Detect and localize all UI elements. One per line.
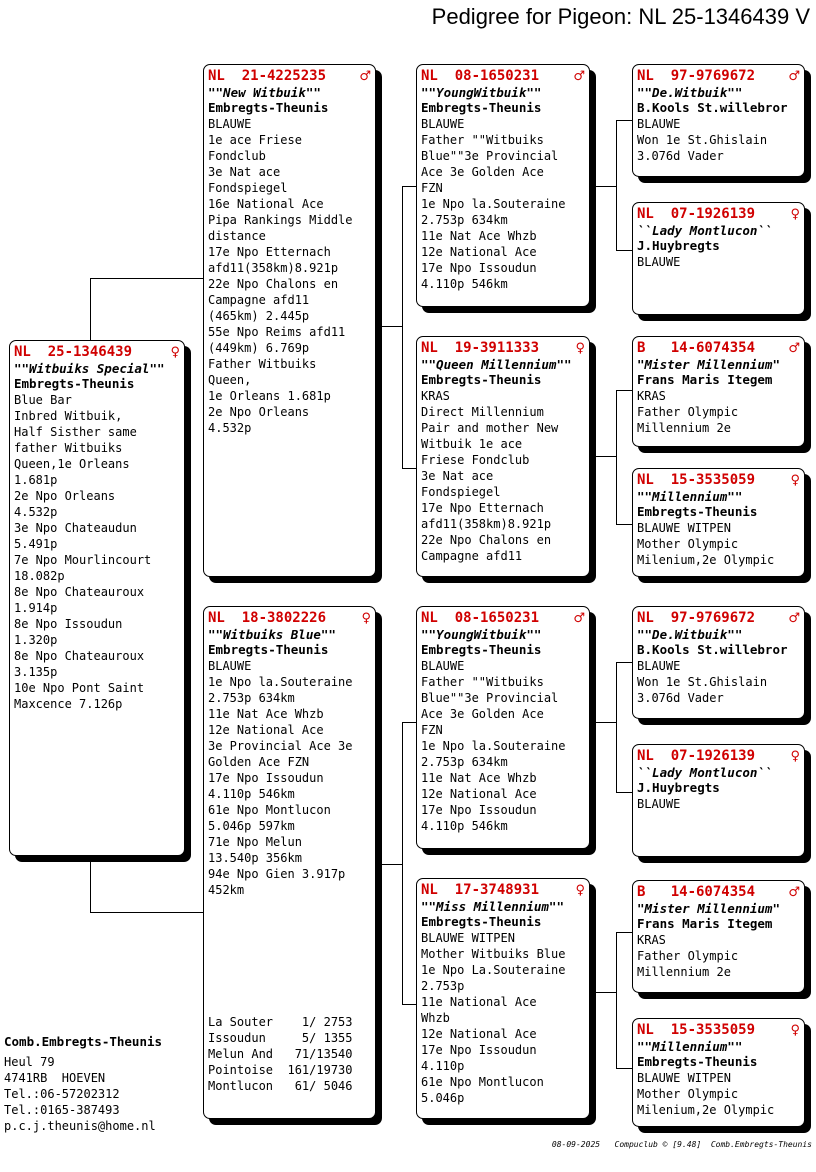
connector-line [596, 722, 616, 723]
male-icon: ♂ [788, 69, 800, 84]
result-row: La Souter 1/ 2753 [208, 1015, 353, 1029]
pigeon-name: ``Lady Montlucon`` [637, 223, 773, 238]
pigeon-info-line: 2.753p [421, 979, 465, 993]
pigeon-info-line: BLAUWE [637, 117, 681, 131]
pigeon-info-line: 1e Orleans 1.681p [208, 389, 331, 403]
pigeon-info-line: 12e National Ace [421, 1027, 537, 1041]
ring-number: NL 97-9769672 [637, 68, 756, 84]
connector-line [90, 278, 203, 279]
pigeon-info-line: Fondspiegel [421, 485, 501, 499]
breeder-name: J.Huybregts [637, 780, 720, 795]
pigeon-info-line: Direct Millennium [421, 405, 544, 419]
card-header [637, 206, 800, 223]
ring-number: B 14-6074354 [637, 884, 756, 900]
breeder-name: B.Kools St.willebror [637, 100, 788, 115]
pigeon-info-line: 4.110p [421, 1059, 465, 1073]
result-row: Melun And 71/13540 [208, 1047, 353, 1061]
pigeon-info-line: 3e Nat ace [208, 165, 281, 179]
breeder-name: Embregts-Theunis [208, 642, 329, 657]
pigeon-info-line: 12e National Ace [208, 723, 324, 737]
pigeon-info-line: 1e Npo la.Souteraine [421, 197, 566, 211]
male-icon: ♂ [573, 69, 585, 84]
card-header [421, 610, 585, 627]
male-icon: ♂ [359, 69, 371, 84]
pigeon-info-line: 3.135p [14, 665, 58, 679]
pigeon-info-line: 3e Npo Chateaudun [14, 521, 137, 535]
pigeon-info-line: 18.082p [14, 569, 65, 583]
pigeon-info-line: (465km) 2.445p [208, 309, 310, 323]
pigeon-info-line: 7e Npo Mourlincourt [14, 553, 152, 567]
card-header [637, 884, 800, 901]
breeder-name: Embregts-Theunis [421, 372, 542, 387]
ring-number: NL 07-1926139 [637, 206, 756, 222]
pigeon-info-line: afd11(358km)8.921p [421, 517, 552, 531]
pigeon-info-line: 2.753p 634km [421, 213, 508, 227]
pigeon-info-line: FZN [421, 181, 443, 195]
pigeon-info-line: Mother Olympic [637, 1087, 739, 1101]
breeder-name: Frans Maris Itegem [637, 372, 773, 387]
pigeon-info-line: father Witbuiks [14, 441, 123, 455]
pigeon-info-line: 4.532p [208, 421, 252, 435]
connector-line [616, 662, 617, 792]
pigeon-info-line: 2e Npo Orleans [14, 489, 116, 503]
card-header [421, 882, 585, 899]
breeder-name: Frans Maris Itegem [637, 916, 773, 931]
pigeon-name: ""Witbuiks Special"" [14, 361, 165, 376]
pigeon-info-line: 17e Npo Issoudun [421, 1043, 537, 1057]
pigeon-info-line: 5.046p 597km [208, 819, 295, 833]
pigeon-info-line: Campagne afd11 [421, 549, 523, 563]
pigeon-name: ``Lady Montlucon`` [637, 765, 773, 780]
ring-number: NL 18-3802226 [208, 610, 327, 626]
connector-line [90, 278, 91, 340]
connector-line [616, 390, 632, 391]
pigeon-info-line: Half Sisther same [14, 425, 137, 439]
pigeon-info-line: Fondclub [208, 149, 266, 163]
pigeon-info-line: 1e ace Friese [208, 133, 302, 147]
connector-line [382, 864, 402, 865]
pigeon-name: ""New Witbuik"" [208, 85, 321, 100]
pigeon-info-line: Millennium 2e [637, 965, 731, 979]
male-icon: ♂ [788, 341, 800, 356]
pigeon-info-line: Father Witbuiks [208, 357, 317, 371]
pigeon-info-line: Blue""3e Provincial [421, 691, 559, 705]
pigeon-info-line: 8e Npo Chateauroux [14, 585, 145, 599]
connector-line [382, 326, 402, 327]
breeder-name: Embregts-Theunis [421, 914, 542, 929]
pigeon-info-line: FZN [421, 723, 443, 737]
connector-line [616, 524, 632, 525]
pigeon-info-line: Father Olympic [637, 949, 739, 963]
card-header [637, 610, 800, 627]
pigeon-name: ""De.Witbuik"" [637, 627, 743, 642]
owner-line: Heul 79 [4, 1055, 55, 1069]
pigeon-info-line: 3e Nat ace [421, 469, 494, 483]
owner-address [4, 1054, 204, 1134]
connector-line [616, 662, 632, 663]
pigeon-info-line: 8e Npo Chateauroux [14, 649, 145, 663]
pigeon-info-line: 452km [208, 883, 245, 897]
result-row: Montlucon 61/ 5046 [208, 1079, 353, 1093]
card-header [208, 610, 371, 627]
connector-line [402, 186, 416, 187]
owner-line: Tel.:06-57202312 [4, 1087, 120, 1101]
connector-line [616, 792, 632, 793]
card-header [637, 1022, 800, 1039]
pigeon-info-line: 17e Npo Etternach [208, 245, 331, 259]
breeder-name: Embregts-Theunis [421, 100, 542, 115]
pigeon-info-line: Campagne afd11 [208, 293, 310, 307]
pigeon-info-line: BLAUWE WITPEN [637, 1071, 731, 1085]
pigeon-info-line: Blue""3e Provincial [421, 149, 559, 163]
female-icon: ♀ [790, 473, 800, 488]
connector-line [402, 1004, 416, 1005]
owner-line: 4741RB HOEVEN [4, 1071, 106, 1085]
pigeon-card-father-father-father[interactable] [632, 64, 805, 177]
pigeon-info-line: BLAUWE [421, 659, 465, 673]
pigeon-info-line: 4.110p 546km [421, 819, 508, 833]
pigeon-card-mother-father-mother[interactable] [632, 744, 805, 857]
pigeon-info-line: 94e Npo Gien 3.917p [208, 867, 346, 881]
pigeon-card-father-mother-father[interactable] [632, 336, 805, 447]
pigeon-card-subject[interactable] [9, 340, 185, 856]
pigeon-info-line: 1.320p [14, 633, 58, 647]
pigeon-name: ""Witbuiks Blue"" [208, 627, 336, 642]
connector-line [616, 932, 617, 1068]
pigeon-info-line: Mother Olympic [637, 537, 739, 551]
connector-line [616, 390, 617, 524]
pigeon-info-line: BLAUWE [208, 659, 252, 673]
breeder-name: Embregts-Theunis [421, 642, 542, 657]
pigeon-card-father-mother[interactable] [416, 336, 590, 577]
pigeon-info-line: KRAS [637, 933, 666, 947]
ring-number: NL 21-4225235 [208, 68, 327, 84]
card-header [14, 344, 180, 361]
male-icon: ♂ [788, 611, 800, 626]
ring-number: NL 15-3535059 [637, 1022, 756, 1038]
pigeon-info-line: 17e Npo Issoudun [421, 803, 537, 817]
pigeon-info-line: 11e Nat Ace Whzb [421, 771, 537, 785]
female-icon: ♀ [575, 341, 585, 356]
pigeon-info-line: Milenium,2e Olympic [637, 1103, 775, 1117]
ring-number: NL 08-1650231 [421, 610, 540, 626]
pigeon-name: "Mister Millennium" [637, 901, 780, 916]
result-row: Issoudun 5/ 1355 [208, 1031, 353, 1045]
breeder-name: J.Huybregts [637, 238, 720, 253]
male-icon: ♂ [573, 611, 585, 626]
connector-line [596, 186, 616, 187]
pigeon-card-mother-father-father[interactable] [632, 606, 805, 719]
owner-line: Tel.:0165-387493 [4, 1103, 120, 1117]
pigeon-info-line: 22e Npo Chalons en [208, 277, 339, 291]
pigeon-info-line: 17e Npo Issoudun [421, 261, 537, 275]
pigeon-info-line: 1.681p [14, 473, 58, 487]
pigeon-card-mother[interactable] [203, 606, 376, 1119]
pigeon-info-line: Fondspiegel [208, 181, 288, 195]
ring-number: NL 25-1346439 [14, 344, 133, 360]
pigeon-info-line: 55e Npo Reims afd11 [208, 325, 346, 339]
connector-line [402, 722, 416, 723]
pigeon-info-line: BLAUWE [208, 117, 252, 131]
pigeon-info-line: 2.753p 634km [421, 755, 508, 769]
pigeon-info-line: 1e Npo la.Souteraine [421, 739, 566, 753]
pigeon-name: "Mister Millennium" [637, 357, 780, 372]
pigeon-card-mother-mother-mother[interactable] [632, 1018, 805, 1127]
connector-line [616, 250, 632, 251]
ring-number: NL 17-3748931 [421, 882, 540, 898]
pigeon-info-line: 3.076d Vader [637, 691, 724, 705]
ring-number: B 14-6074354 [637, 340, 756, 356]
pigeon-info-line: 12e National Ace [421, 787, 537, 801]
pigeon-info-line: BLAUWE [421, 117, 465, 131]
footer-credit: 08-09-2025 Compuclub © [9.48] Comb.Embregts-Theunis [551, 1140, 812, 1149]
pigeon-info-line: Golden Ace FZN [208, 755, 310, 769]
ring-number: NL 97-9769672 [637, 610, 756, 626]
female-icon: ♀ [790, 207, 800, 222]
pigeon-info-line: Won 1e St.Ghislain [637, 675, 768, 689]
pigeon-info-line: Maxcence 7.126p [14, 697, 123, 711]
pigeon-info-line: 3.076d Vader [637, 149, 724, 163]
owner-name: Comb.Embregts-Theunis [4, 1034, 163, 1049]
pigeon-info-line: Father ""Witbuiks [421, 675, 544, 689]
pigeon-info-line: Father ""Witbuiks [421, 133, 544, 147]
pigeon-info-line: 71e Npo Melun [208, 835, 302, 849]
pigeon-info-line: BLAUWE WITPEN [421, 931, 515, 945]
pigeon-info-line: 61e Npo Montlucon [208, 803, 331, 817]
connector-line [616, 932, 632, 933]
pigeon-info-line: Queen,1e Orleans [14, 457, 130, 471]
pigeon-card-mother-father[interactable] [416, 606, 590, 849]
pigeon-info-line: 1.914p [14, 601, 58, 615]
ring-number: NL 07-1926139 [637, 748, 756, 764]
card-header [637, 68, 800, 85]
pigeon-card-mother-mother[interactable] [416, 878, 590, 1119]
pigeon-card-father-father[interactable] [416, 64, 590, 307]
connector-line [402, 722, 403, 1004]
pigeon-info-line: 5.491p [14, 537, 58, 551]
pigeon-info-line: (449km) 6.769p [208, 341, 310, 355]
card-header [208, 68, 371, 85]
pigeon-info-line: Inbred Witbuik, [14, 409, 123, 423]
breeder-name: B.Kools St.willebror [637, 642, 788, 657]
pigeon-info-line: 8e Npo Issoudun [14, 617, 123, 631]
pigeon-info-line: Millennium 2e [637, 421, 731, 435]
pigeon-info-line: Blue Bar [14, 393, 72, 407]
connector-line [402, 186, 403, 468]
ring-number: NL 19-3911333 [421, 340, 540, 356]
female-icon: ♀ [170, 345, 180, 360]
pigeon-info-line: Ace 3e Golden Ace [421, 707, 544, 721]
female-icon: ♀ [790, 1023, 800, 1038]
pigeon-info-line: 11e Nat Ace Whzb [421, 229, 537, 243]
pigeon-info-line: 1e Npo La.Souteraine [421, 963, 566, 977]
pigeon-info-line: 4.532p [14, 505, 58, 519]
pigeon-info-line: 17e Npo Etternach [421, 501, 544, 515]
connector-line [616, 120, 617, 250]
pigeon-info-line: 4.110p 546km [208, 787, 295, 801]
connector-line [90, 855, 91, 912]
pigeon-info-line: 16e National Ace [208, 197, 324, 211]
results-table [208, 1014, 353, 1094]
pigeon-info-line: Pair and mother New [421, 421, 559, 435]
breeder-name: Embregts-Theunis [637, 1054, 758, 1069]
pigeon-info-line: 1e Npo la.Souteraine [208, 675, 353, 689]
pigeon-name: ""Queen Millennium"" [421, 357, 572, 372]
pigeon-name: ""YoungWitbuik"" [421, 85, 542, 100]
pigeon-name: ""Miss Millennium"" [421, 899, 564, 914]
pigeon-info-line: Queen, [208, 373, 252, 387]
pigeon-info-line: Mother Witbuiks Blue [421, 947, 566, 961]
female-icon: ♀ [361, 611, 371, 626]
connector-line [596, 992, 616, 993]
pigeon-info-line: 2.753p 634km [208, 691, 295, 705]
owner-block [4, 1034, 204, 1134]
ring-number: NL 15-3535059 [637, 472, 756, 488]
connector-line [90, 912, 203, 913]
pigeon-info-line: Friese Fondclub [421, 453, 530, 467]
pigeon-info-line: 11e Nat Ace Whzb [208, 707, 324, 721]
card-header [421, 68, 585, 85]
card-header [637, 472, 800, 489]
breeder-name: Embregts-Theunis [637, 504, 758, 519]
pigeon-info-line: BLAUWE [637, 255, 681, 269]
pigeon-info-line: BLAUWE [637, 797, 681, 811]
pigeon-name: ""YoungWitbuik"" [421, 627, 542, 642]
connector-line [616, 120, 632, 121]
male-icon: ♂ [788, 885, 800, 900]
pigeon-name: ""De.Witbuik"" [637, 85, 743, 100]
connector-line [402, 468, 416, 469]
pigeon-card-father-mother-mother[interactable] [632, 468, 805, 577]
female-icon: ♀ [575, 883, 585, 898]
pigeon-card-father[interactable] [203, 64, 376, 577]
pigeon-info-line: 13.540p 356km [208, 851, 302, 865]
pigeon-info-line: 2e Npo Orleans [208, 405, 310, 419]
pigeon-info-line: Father Olympic [637, 405, 739, 419]
owner-line: p.c.j.theunis@home.nl [4, 1119, 156, 1133]
pigeon-info-line: distance [208, 229, 266, 243]
pigeon-info-line: Milenium,2e Olympic [637, 553, 775, 567]
connector-line [616, 1068, 632, 1069]
ring-number: NL 08-1650231 [421, 68, 540, 84]
pigeon-info-line: KRAS [421, 389, 450, 403]
pigeon-info-line: Witbuik 1e ace [421, 437, 523, 451]
pigeon-info-line: 3e Provincial Ace 3e [208, 739, 353, 753]
pigeon-info-line: 12e National Ace [421, 245, 537, 259]
result-row: Pointoise 161/19730 [208, 1063, 353, 1077]
pigeon-info-line: 61e Npo Montlucon [421, 1075, 544, 1089]
pigeon-info-line: afd11(358km)8.921p [208, 261, 339, 275]
breeder-name: Embregts-Theunis [14, 376, 135, 391]
breeder-name: Embregts-Theunis [208, 100, 329, 115]
pigeon-card-mother-mother-father[interactable] [632, 880, 805, 993]
pigeon-name: ""Millennium"" [637, 1039, 743, 1054]
pigeon-info-line: Pipa Rankings Middle [208, 213, 353, 227]
card-header [421, 340, 585, 357]
connector-line [596, 456, 616, 457]
pigeon-info-line: KRAS [637, 389, 666, 403]
pigeon-info-line: Won 1e St.Ghislain [637, 133, 768, 147]
pigeon-info-line: 10e Npo Pont Saint [14, 681, 145, 695]
pigeon-info-line: Ace 3e Golden Ace [421, 165, 544, 179]
pigeon-info-line: 17e Npo Issoudun [208, 771, 324, 785]
card-header [637, 748, 800, 765]
pigeon-name: ""Millennium"" [637, 489, 743, 504]
pigeon-info-line: 4.110p 546km [421, 277, 508, 291]
pigeon-info-line: 22e Npo Chalons en [421, 533, 552, 547]
page-title: Pedigree for Pigeon: NL 25-1346439 V [431, 4, 810, 29]
pigeon-info-line: 11e National Ace [421, 995, 537, 1009]
female-icon: ♀ [790, 749, 800, 764]
card-header [637, 340, 800, 357]
pigeon-info-line: Whzb [421, 1011, 450, 1025]
pigeon-info-line: BLAUWE [637, 659, 681, 673]
pigeon-card-father-father-mother[interactable] [632, 202, 805, 315]
pigeon-info-line: 5.046p [421, 1091, 465, 1105]
pigeon-info-line: BLAUWE WITPEN [637, 521, 731, 535]
